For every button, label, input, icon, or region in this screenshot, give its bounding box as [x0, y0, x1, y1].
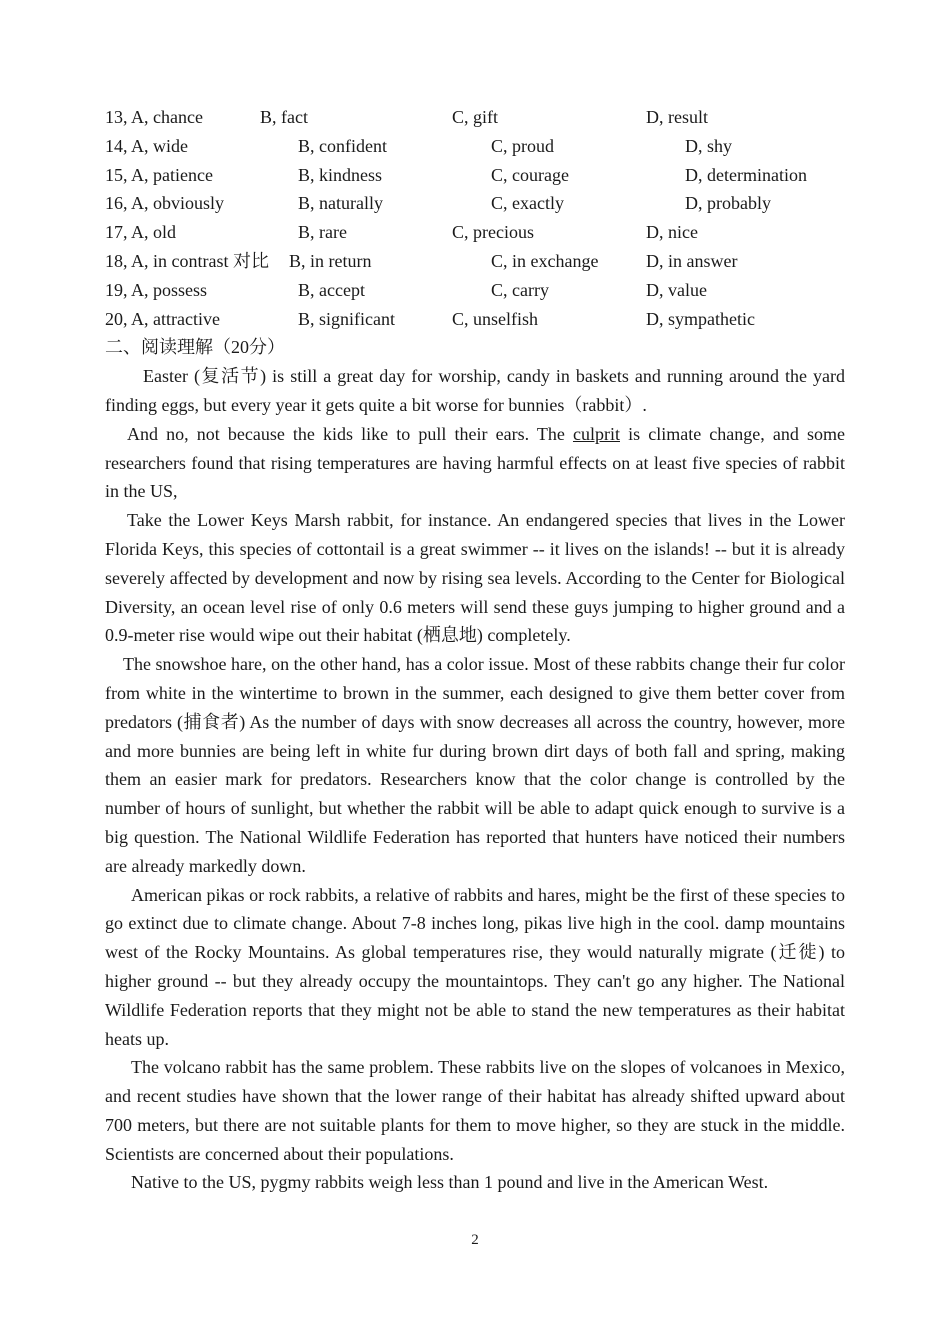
paragraph-marsh-rabbit: Take the Lower Keys Marsh rabbit, for instance. An endangered species that lives in the Lower Florida Keys, this species of cottontail is a great swimmer -- it lives on the islands! -- but it is already severely affected by development and now by rising sea levels. According to the Center for Biological Diversity, an ocean level rise of only 0.6 meters will send these guys jumping to higher ground and a 0.9-meter rise would wipe out their habitat (栖息地) completely. — [105, 510, 845, 646]
option-d: D, value — [646, 279, 707, 300]
paragraph-culprit-end: is climate change, and some researchers found that rising temperatures are having harmful effects on at least five species of rabbit in the US, — [105, 423, 845, 502]
section-heading: 二、阅读理解（20分） — [105, 337, 285, 358]
option-d: D, nice — [646, 222, 698, 243]
option-a: 13, A, chance — [105, 107, 203, 127]
option-c: C, proud — [491, 135, 554, 156]
option-row-19 — [105, 276, 845, 305]
option-b: B, significant — [298, 308, 395, 329]
option-b: B, kindness — [298, 164, 383, 185]
option-row-15 — [105, 161, 845, 190]
option-b: B, accept — [298, 279, 365, 300]
paragraph-pikas: American pikas or rock rabbits, a relative of rabbits and hares, might be the first of these species to go extinct due to climate change. About 7-8 inches long, pikas live high in the cool. damp mountains west of the Rocky Mountains. As global temperatures rise, they would naturally migrate (迁徙) to higher ground -- but they already occupy the mountaintops. They can't go any higher. The National Wildlife Federation reports that they might not be able to stand the new temperatures as their habitat heats up. — [105, 884, 845, 1049]
option-b: B, in return — [289, 250, 372, 271]
option-c: C, precious — [452, 222, 534, 243]
option-row-16 — [105, 189, 845, 218]
option-b: B, confident — [298, 135, 387, 156]
option-b: B, rare — [298, 222, 347, 243]
option-d: D, in answer — [646, 250, 738, 271]
option-d: D, probably — [685, 193, 771, 214]
page-number: 2 — [471, 1232, 479, 1248]
option-b: B, fact — [260, 107, 308, 127]
option-c: C, unselfish — [452, 308, 539, 329]
option-c: C, carry — [491, 279, 549, 300]
option-d: D, result — [646, 107, 708, 127]
option-row-18 — [105, 247, 845, 276]
paragraph-culprit-start: And no, not because the kids like to pull their ears. The — [127, 423, 573, 444]
option-c: C, courage — [491, 164, 569, 185]
option-a: 17, A, old — [105, 222, 177, 243]
option-a: 15, A, patience — [105, 164, 213, 185]
option-b: B, naturally — [298, 193, 383, 214]
option-d: D, sympathetic — [646, 308, 755, 329]
option-row-20 — [105, 305, 845, 334]
paragraph-volcano-rabbit: The volcano rabbit has the same problem. These rabbits live on the slopes of volcanoes in Mexico, and recent studies have shown that the lower range of their habitat has already shifted upward about 700 meters, but there are not suitable plants for them to move higher, so they are stuck in the middle. Scientists are concerned about their populations. — [105, 1057, 845, 1164]
paragraph-pygmy-rabbit: Native to the US, pygmy rabbits weigh less than 1 pound and live in the American West. — [131, 1172, 769, 1193]
options-list — [105, 103, 845, 333]
option-d: D, determination — [685, 164, 807, 185]
document-page — [105, 103, 845, 1197]
option-a: 16, A, obviously — [105, 193, 225, 214]
option-row-14 — [105, 132, 845, 161]
underlined-word-culprit: culprit — [572, 423, 620, 444]
paragraph-easter: Easter (复活节) is still a great day for worship, candy in baskets and running around the yard finding eggs, but every year it gets quite a bit worse for bunnies（rabbit）. — [105, 366, 845, 415]
option-a: 19, A, possess — [105, 279, 208, 300]
paragraph-snowshoe-hare: The snowshoe hare, on the other hand, has a color issue. Most of these rabbits change their fur color from white in the wintertime to brown in the summer, each designed to give them better cover from predators (捕食者) As the number of days with snow decreases all across the country, however, more and more bunnies are being left in white fur during brown dirt days of both fall and spring, making them an easier mark for predators. Researchers know that the color change is controlled by the number of hours of sunlight, but whether the rabbit will be able to adapt quick enough to survive is a big question. The National Wildlife Federation has reported that hunters have noticed their numbers are already markedly down. — [105, 654, 845, 876]
paragraph-culprit — [105, 420, 845, 506]
option-a: 14, A, wide — [105, 135, 188, 156]
option-c: C, exactly — [491, 193, 564, 214]
option-c: C, in exchange — [491, 250, 599, 271]
option-a: 20, A, attractive — [105, 308, 220, 329]
option-d: D, shy — [685, 135, 733, 156]
option-a: 18, A, in contrast 对比 — [105, 250, 269, 271]
option-c: C, gift — [452, 107, 499, 127]
option-row-13 — [105, 103, 845, 132]
option-row-17 — [105, 218, 845, 247]
